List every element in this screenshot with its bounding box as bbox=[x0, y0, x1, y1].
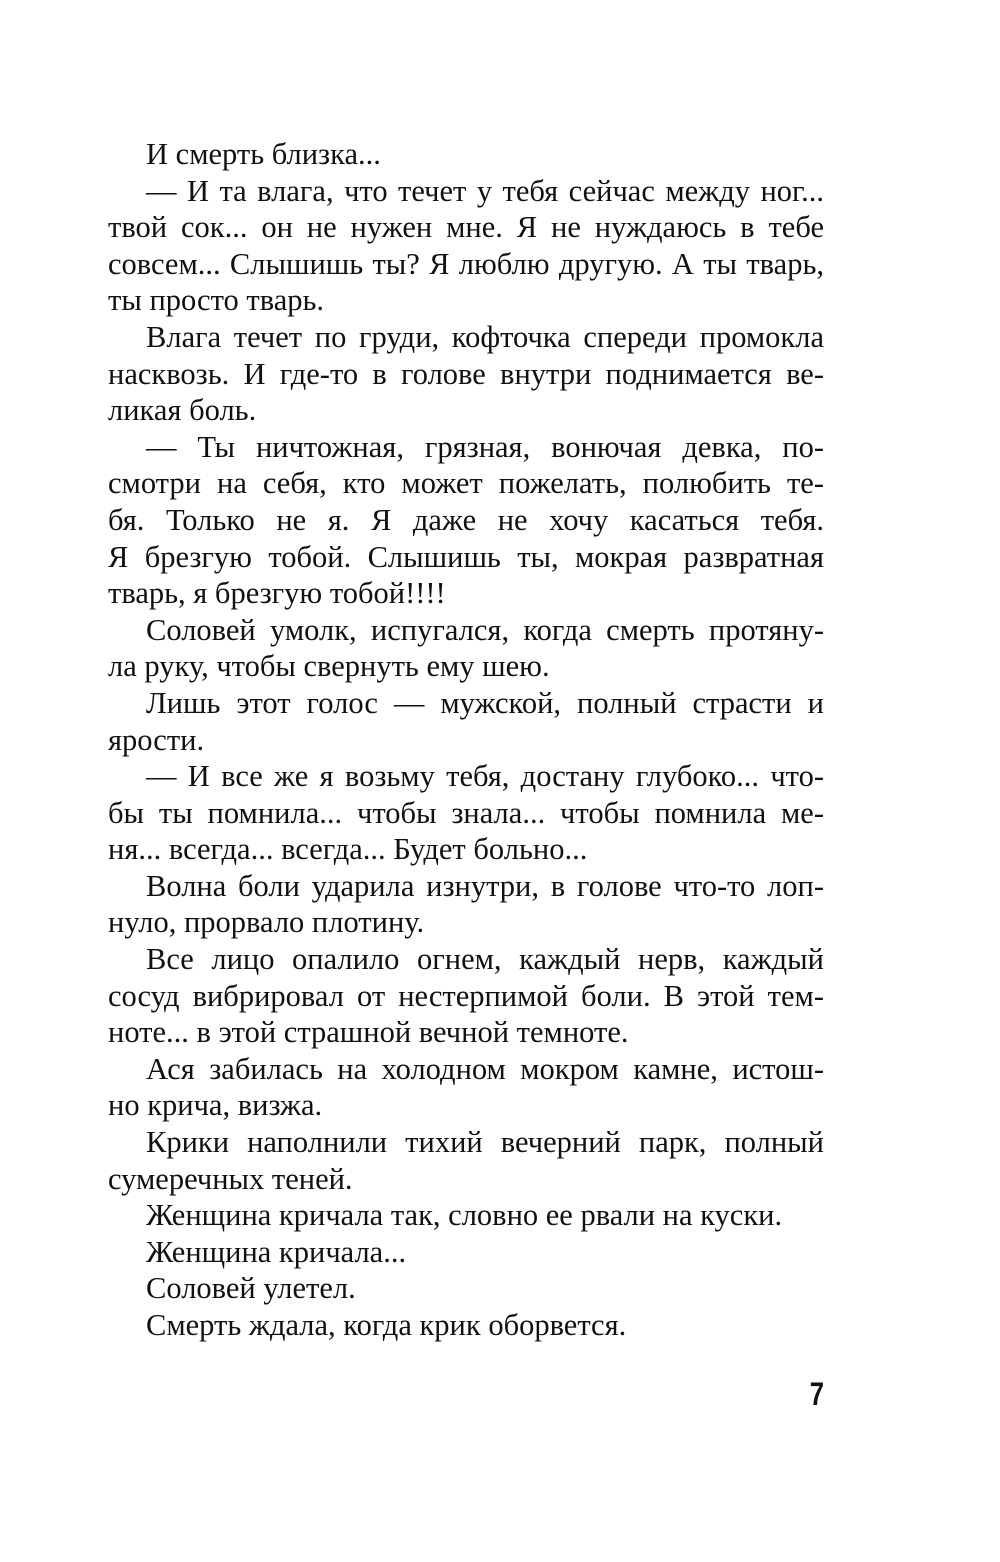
text-line: Соловей умолк, испугался, когда смерть протяну- bbox=[146, 612, 824, 647]
text-line: Влага течет по груди, кофточка спереди промокла bbox=[146, 319, 824, 354]
text-line: Крики наполнили тихий вечерний парк, полный bbox=[146, 1125, 824, 1160]
text-line: — Ты ничтожная, грязная, вонючая девка, по- bbox=[146, 429, 824, 464]
text-line: Женщина кричала так, словно ее рвали на куски. bbox=[146, 1198, 783, 1233]
text-line: Все лицо опалило огнем, каждый нерв, каждый bbox=[146, 942, 824, 977]
text-line: ты просто тварь. bbox=[108, 283, 325, 318]
text-line: Ася забилась на холодном мокром камне, истош- bbox=[146, 1051, 824, 1086]
text-line: смотри на себя, кто может пожелать, полюбить те- bbox=[108, 466, 824, 501]
text-line: И смерть близка... bbox=[146, 137, 381, 171]
text-line: — И все же я возьму тебя, достану глубоко... что- bbox=[146, 759, 824, 794]
text-line: Волна боли ударила изнутри, в голове что-то лоп- bbox=[146, 868, 824, 903]
text-line: тварь, я брезгую тобой!!!! bbox=[108, 576, 446, 611]
text-line: ноте... в этой страшной вечной темноте. bbox=[108, 1015, 629, 1050]
text-line: ликая боль. bbox=[108, 393, 257, 428]
text-line: но крича, визжа. bbox=[108, 1088, 323, 1123]
text-line: Я брезгую тобой. Слышишь ты, мокрая развратная bbox=[108, 539, 824, 574]
text-line: Соловей улетел. bbox=[146, 1271, 356, 1306]
body-text bbox=[108, 136, 824, 1344]
text-line: Женщина кричала... bbox=[146, 1234, 407, 1269]
text-line: сосуд вибрировал от нестерпимой боли. В этой тем- bbox=[108, 978, 824, 1013]
text-line: бы ты помнила... чтобы знала... чтобы помнила ме- bbox=[108, 795, 824, 830]
text-line: Лишь этот голос — мужской, полный страсти и bbox=[146, 685, 824, 720]
text-line: бя. Только не я. Я даже не хочу касаться тебя. bbox=[108, 502, 824, 537]
text-line: сумеречных теней. bbox=[108, 1161, 353, 1196]
text-line: ла руку, чтобы свернуть ему шею. bbox=[108, 649, 550, 684]
text-line: твой сок... он не нужен мне. Я не нуждаюсь в тебе bbox=[108, 210, 824, 245]
text-line: нуло, прорвало плотину. bbox=[108, 905, 425, 940]
text-line: ня... всегда... всегда... Будет больно... bbox=[108, 832, 588, 867]
text-line: — И та влага, что течет у тебя сейчас между ног... bbox=[146, 173, 824, 208]
text-line: насквозь. И где-то в голове внутри поднимается ве- bbox=[108, 356, 824, 391]
text-line: ярости. bbox=[108, 722, 205, 757]
text-line: совсем... Слышишь ты? Я люблю другую. А ты тварь, bbox=[108, 246, 824, 281]
text-line: Смерть ждала, когда крик оборвется. bbox=[146, 1308, 627, 1342]
page-number: 7 bbox=[809, 1376, 824, 1412]
